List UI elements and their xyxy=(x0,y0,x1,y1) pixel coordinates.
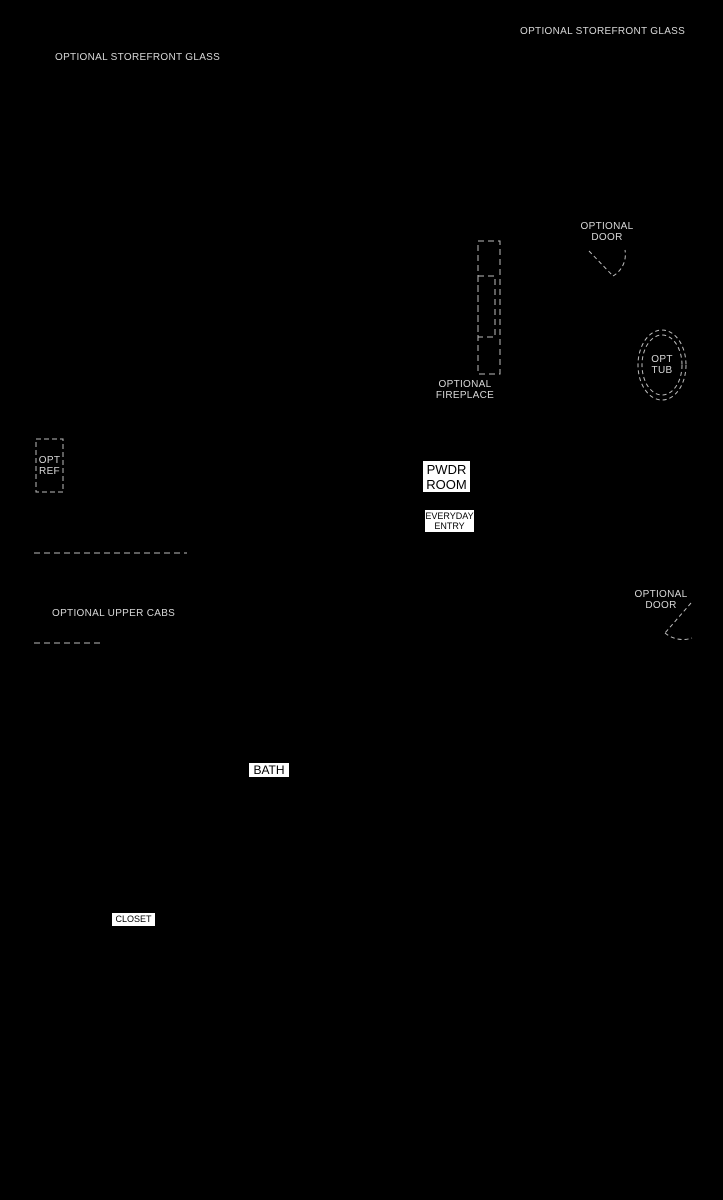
tub-label xyxy=(646,354,678,376)
optional-door-right-line2: DOOR xyxy=(645,600,677,611)
door-swing-top xyxy=(589,250,625,276)
storefront-glass-label-left: OPTIONAL STOREFRONT GLASS xyxy=(55,52,221,63)
room-tag-bath: BATH xyxy=(249,763,289,777)
ref-line1: OPT xyxy=(38,455,61,466)
upper-cabs-label: OPTIONAL UPPER CABS xyxy=(52,608,176,619)
fireplace-outline xyxy=(478,241,500,374)
tub-line1: OPT xyxy=(651,354,673,365)
storefront-glass-label-right: OPTIONAL STOREFRONT GLASS xyxy=(520,26,686,37)
optional-door-label-top xyxy=(576,221,638,243)
room-tag-powder xyxy=(423,461,470,492)
ref-line2: REF xyxy=(39,466,60,477)
fireplace-label xyxy=(430,379,500,401)
tub-line2: TUB xyxy=(651,365,673,376)
optional-door-top-line1: OPTIONAL xyxy=(580,221,634,232)
entry-line2: ENTRY xyxy=(434,521,465,531)
fireplace-line2: FIREPLACE xyxy=(435,390,495,401)
powder-line2: ROOM xyxy=(426,477,467,492)
room-tag-entry xyxy=(425,510,474,532)
entry-line1: EVERYDAY xyxy=(425,511,474,521)
optional-door-top-line2: DOOR xyxy=(591,232,623,243)
ref-label xyxy=(36,455,63,477)
optional-door-right-line1: OPTIONAL xyxy=(634,589,688,600)
optional-door-label-right xyxy=(630,589,692,611)
powder-line1: PWDR xyxy=(426,462,467,477)
room-tag-closet: CLOSET xyxy=(112,913,155,926)
fireplace-line1: OPTIONAL xyxy=(438,379,492,390)
